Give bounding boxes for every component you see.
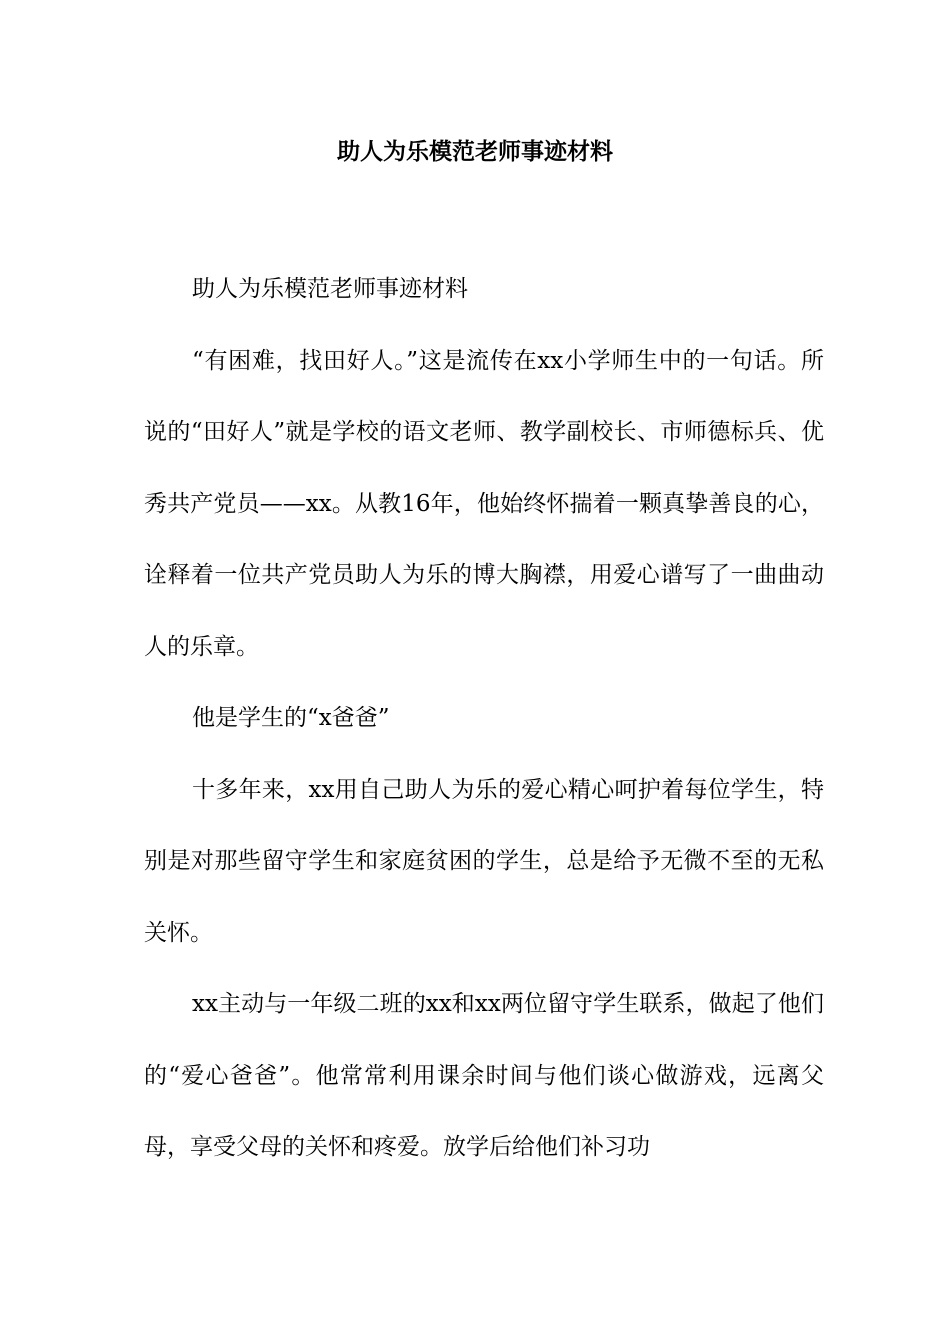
paragraph-intro: “有困难，找田好人。”这是流传在xx小学师生中的一句话。所说的“田好人”就是学校的语文老师、教学副校长、市师德标兵、优秀共产党员——xx。从教16年，他始终怀揣着一颗真挚善良的心，诠释着一位共产党员助人为乐的博大胸襟，用爱心谱写了一曲曲动人的乐章。 [144,347,824,660]
paragraph-section-heading: 他是学生的“x爸爸” [192,705,390,731]
paragraph-care: 十多年来，xx用自己助人为乐的爱心精心呵护着每位学生，特别是对那些留守学生和家庭贫困的学生，总是给予无微不至的无私关怀。 [144,776,824,946]
document-body [144,254,824,1184]
paragraph-subtitle: 助人为乐模范老师事迹材料 [192,276,468,302]
paragraph-example: xx主动与一年级二班的xx和xx两位留守学生联系，做起了他们的“爱心爸爸”。他常常利用课余时间与他们谈心做游戏，远离父母，享受父母的关怀和疼爱。放学后给他们补习功 [144,991,824,1160]
document-title: 助人为乐模范老师事迹材料 [337,139,613,165]
